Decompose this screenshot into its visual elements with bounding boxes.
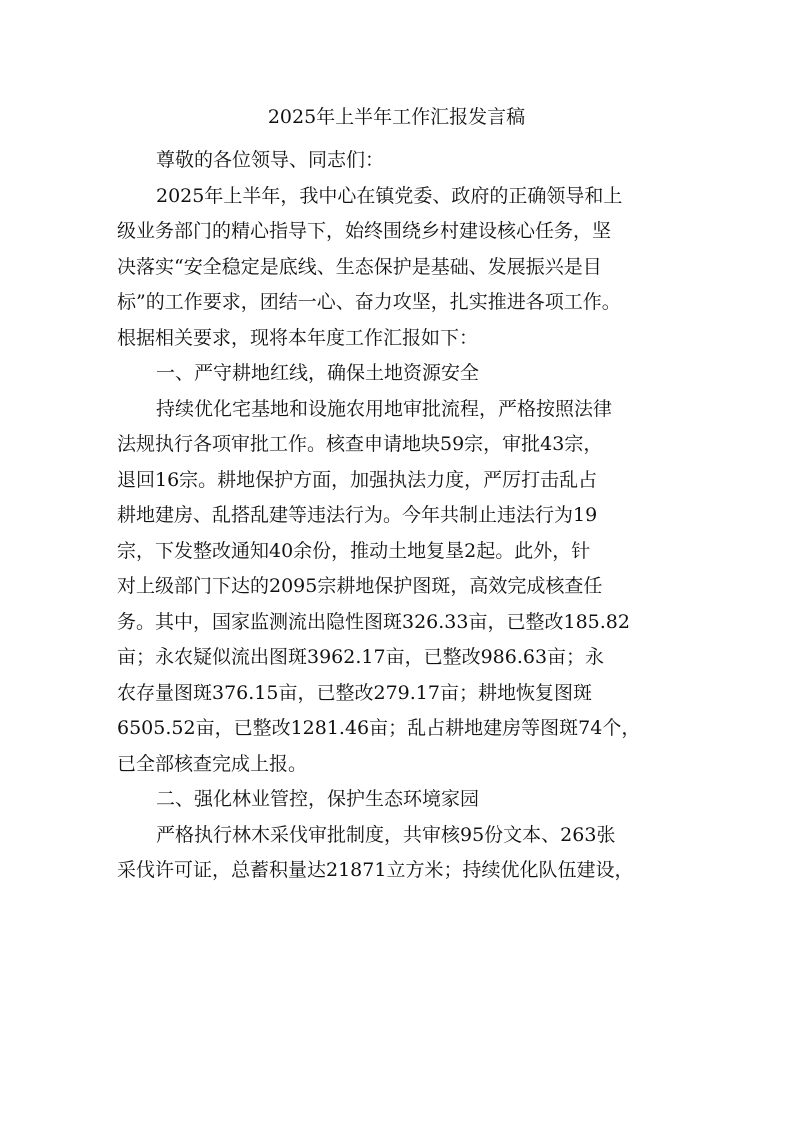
paragraph-line: 农存量图斑376.15亩，已整改279.17亩；耕地恢复图斑 bbox=[117, 681, 592, 704]
paragraph-line: 严格执行林木采伐审批制度，共审核95份文本、263张 bbox=[156, 823, 616, 846]
paragraph-line: 退回16宗。耕地保护方面，加强执法力度，严厉打击乱占 bbox=[117, 468, 598, 491]
salutation-line: 尊敬的各位领导、同志们： bbox=[156, 149, 385, 171]
paragraph-line: 6505.52亩，已整改1281.46亩；乱占耕地建房等图斑74个， bbox=[117, 717, 641, 739]
paragraph-line: 耕地建房、乱搭乱建等违法行为。今年共制止违法行为19 bbox=[117, 504, 598, 526]
paragraph-line: 对上级部门下达的2095宗耕地保护图斑，高效完成核查任 bbox=[117, 575, 603, 597]
paragraph-line: 宗，下发整改通知40余份，推动土地复垦2起。此外，针 bbox=[117, 539, 591, 562]
paragraph-line: 采伐许可证，总蓄积量达21871立方米；持续优化队伍建设， bbox=[117, 859, 634, 881]
paragraph-line: 务。其中，国家监测流出隐性图斑326.33亩，已整改185.82 bbox=[117, 610, 630, 633]
paragraph-line: 持续优化宅基地和设施农用地审批流程，严格按照法律 bbox=[156, 397, 613, 420]
section-heading: 一、严守耕地红线，确保土地资源安全 bbox=[156, 362, 480, 384]
document-title: 2025年上半年工作汇报发言稿 bbox=[267, 106, 526, 128]
paragraph-line: 法规执行各项审批工作。核查申请地块59宗，审批43宗， bbox=[117, 433, 603, 455]
document-body bbox=[0, 143, 793, 889]
paragraph-line: 根据相关要求，现将本年度工作汇报如下： bbox=[117, 326, 479, 349]
paragraph-line: 标”的工作要求，团结一心、奋力攻坚，扎实推进各项工作。 bbox=[117, 291, 621, 313]
paragraph-line: 2025年上半年，我中心在镇党委、政府的正确领导和上 bbox=[156, 184, 623, 207]
paragraph-line: 亩；永农疑似流出图斑3962.17亩，已整改986.63亩；永 bbox=[117, 646, 605, 668]
paragraph-line: 已全部核查完成上报。 bbox=[117, 752, 308, 775]
section-heading: 二、强化林业管控，保护生态环境家园 bbox=[156, 788, 480, 810]
paragraph-line: 级业务部门的精心指导下，始终围绕乡村建设核心任务，坚 bbox=[117, 220, 612, 242]
paragraph-line: 决落实“安全稳定是底线、生态保护是基础、发展振兴是目 bbox=[117, 255, 602, 278]
